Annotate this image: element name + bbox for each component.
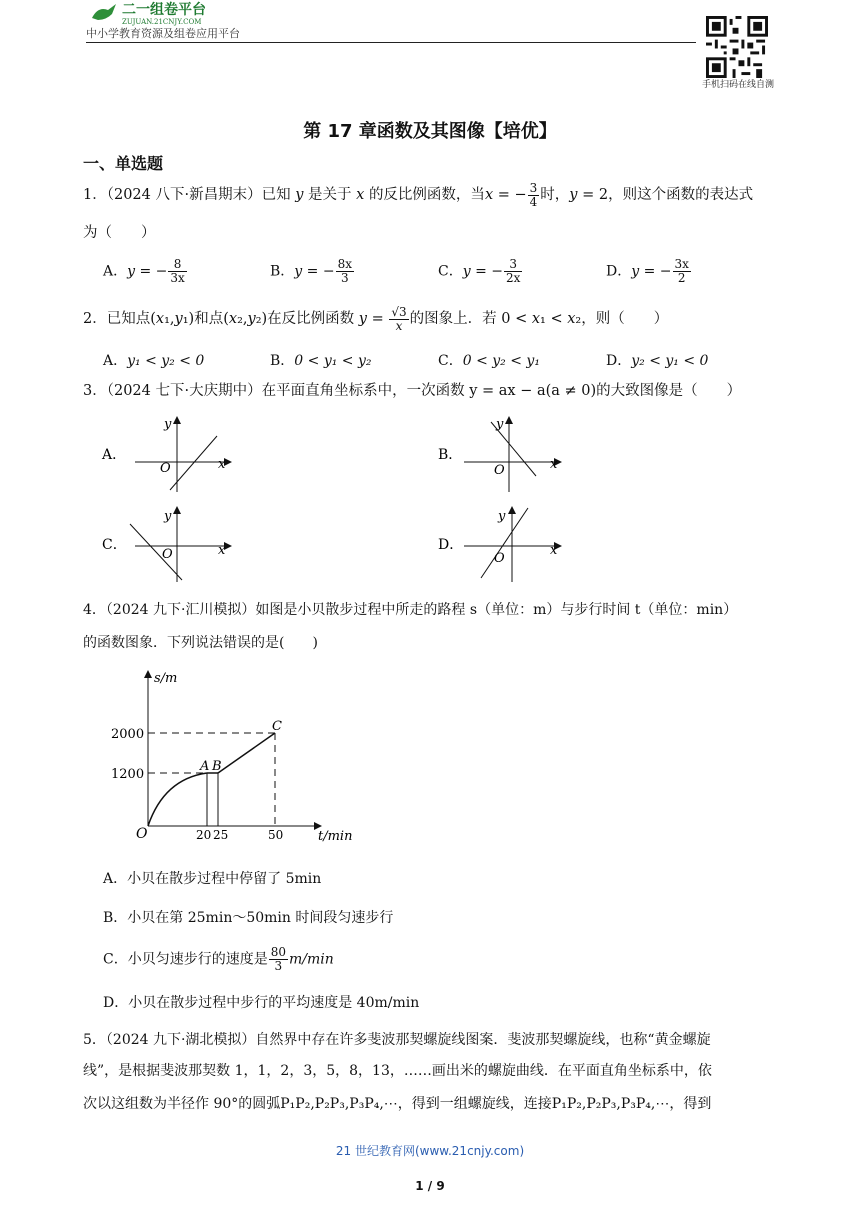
q3-option-a-graph[interactable] — [100, 412, 280, 494]
site-logo — [86, 0, 276, 26]
q1-option-d[interactable]: D．y = − $\frac{3x}{2}$ — [606, 257, 689, 285]
svg-text:O: O — [494, 551, 505, 566]
q3-option-d-graph[interactable] — [436, 502, 616, 584]
section-heading: 一、单选题 — [83, 154, 164, 173]
svg-text:20: 20 — [196, 828, 212, 842]
svg-text:t/min: t/min — [318, 829, 353, 844]
header-divider — [86, 42, 696, 43]
platform-subtitle: 中小学教育资源及组卷应用平台 — [86, 27, 240, 40]
svg-text:O: O — [494, 463, 505, 478]
question-5-line-2: 线”，是根据斐波那契数 1，1，2，3，5，8，13，……画出米的螺旋曲线．在平面直角坐标系中，依 — [83, 1063, 712, 1079]
page-number: 1 / 9 — [415, 1179, 445, 1193]
svg-text:O: O — [162, 547, 173, 562]
q4-option-a[interactable]: A．小贝在散步过程中停留了 5min — [103, 871, 322, 887]
svg-text:25: 25 — [213, 828, 229, 842]
question-4-stem-cont: 的函数图象．下列说法错误的是( ) — [83, 635, 318, 651]
svg-text:D．: D． — [438, 537, 464, 553]
q1-option-b[interactable]: B．y = − $\frac{8x}{3}$ — [270, 257, 352, 285]
svg-text:x: x — [218, 457, 226, 472]
qr-code-icon — [706, 16, 768, 78]
question-1-stem-cont: 为（ ） — [83, 225, 156, 241]
svg-text:1200: 1200 — [111, 767, 145, 782]
q1-option-a[interactable]: A．y = − $\frac{8}{3x}$ — [103, 257, 185, 285]
svg-text:x: x — [550, 457, 558, 472]
svg-text:s/m: s/m — [154, 671, 178, 686]
svg-text:C．: C． — [102, 537, 127, 553]
svg-text:y: y — [496, 417, 504, 432]
question-1-stem: 1．（2024 八下·新昌期末）已知 y 是关于 x 的反比例函数，当x = − $\frac{3}{4}$ 时，y = 2，则这个函数的表达式 — [83, 180, 754, 209]
svg-text:50: 50 — [268, 828, 284, 842]
svg-text:2000: 2000 — [111, 727, 145, 742]
logo-text: 二一组卷平台 — [122, 2, 206, 18]
question-5-line-1: 5．（2024 九下·湖北模拟）自然界中存在许多斐波那契螺旋线图案．斐波那契螺旋线，也称“黄金螺旋 — [83, 1032, 711, 1048]
q2-option-c[interactable]: C．0 < y₂ < y₁ — [438, 353, 540, 369]
q2-option-d[interactable]: D．y₂ < y₁ < 0 — [606, 353, 709, 369]
qr-caption: 手机扫码在线自测 — [701, 80, 774, 90]
svg-text:y: y — [164, 509, 172, 524]
q2-option-b[interactable]: B．0 < y₁ < y₂ — [270, 353, 372, 369]
svg-text:x: x — [550, 543, 558, 558]
page-title: 第 17 章函数及其图像【培优】 — [303, 121, 557, 142]
footer-site-link[interactable]: 21 世纪教育网(www.21cnjy.com) — [335, 1144, 525, 1158]
svg-text:B．: B． — [438, 447, 463, 463]
q4-option-c[interactable]: C．小贝匀速步行的速度是 $\frac{80}{3}$ m/min — [103, 945, 334, 973]
svg-text:O: O — [160, 461, 171, 476]
svg-text:x: x — [218, 543, 226, 558]
svg-text:B: B — [212, 759, 222, 774]
q3-option-c-graph[interactable] — [100, 502, 280, 584]
svg-text:y: y — [164, 417, 172, 432]
question-4-stem: 4．（2024 九下·汇川模拟）如图是小贝散步过程中所走的路程 s（单位：m）与步行时间 t（单位：min） — [83, 602, 738, 618]
svg-text:C: C — [272, 719, 282, 734]
logo-url: ZUJUAN.21CNJY.COM — [122, 18, 202, 26]
svg-text:y: y — [498, 509, 506, 524]
svg-text:O: O — [136, 826, 148, 842]
q4-option-b[interactable]: B．小贝在第 25min～50min 时间段匀速步行 — [103, 910, 394, 926]
q1-option-c[interactable]: C．y = − $\frac{3}{2x}$ — [438, 257, 521, 285]
question-5-line-3: 次以这组数为半径作 90°的圆弧P₁P₂,P₂P₃,P₃P₄,⋯，得到一组螺旋线，连接P₁P₂,P₂P₃,P₃P₄,⋯，得到 — [83, 1096, 712, 1112]
q2-option-a[interactable]: A．y₁ < y₂ < 0 — [103, 353, 205, 369]
q4-distance-time-graph — [100, 664, 360, 846]
question-2-stem: 2．已知点(x₁,y₁)和点(x₂,y₂)在反比例函数 y = $\frac{√3}{x}$ 的图象上．若 0 < x₁ < x₂，则（ ） — [83, 304, 669, 333]
q3-label-a: A． — [102, 447, 127, 463]
svg-text:A: A — [200, 759, 210, 774]
q4-option-d[interactable]: D．小贝在散步过程中步行的平均速度是 40m/min — [103, 995, 420, 1011]
q3-option-b-graph[interactable] — [436, 412, 616, 494]
question-3-stem: 3．（2024 七下·大庆期中）在平面直角坐标系中，一次函数 y = ax − a(a ≠ 0)的大致图像是（ ） — [83, 383, 742, 399]
